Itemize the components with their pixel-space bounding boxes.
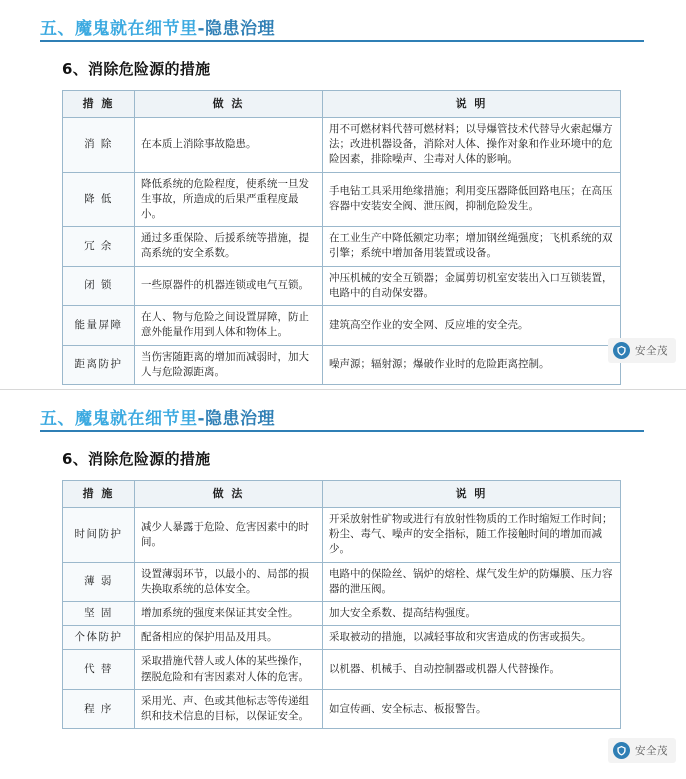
cell-description: 冲压机械的安全互锁器；金属剪切机室安装出入口互锁装置，电路中的自动保安器。: [323, 266, 621, 305]
measures-table-1: [62, 90, 621, 385]
cell-method: 减少人暴露于危险、危害因素中的时间。: [135, 507, 323, 562]
cell-measure: 代 替: [63, 650, 135, 689]
table-row: [63, 172, 621, 227]
cell-method: 在本质上消除事故隐患。: [135, 117, 323, 172]
slide-1: [0, 0, 686, 389]
cell-description: 电路中的保险丝、锅炉的熔栓、煤气发生炉的防爆膜、压力容器的泄压阀。: [323, 562, 621, 601]
cell-description: 用不可燃材料代替可燃材料；以导爆管技术代替导火索起爆方法；改进机器设备，消除对人体、操作对象和作业环境中的危险因素，排除噪声、尘毒对人体的影响。: [323, 117, 621, 172]
cell-description: 在工业生产中降低额定功率；增加钢丝绳强度；飞机系统的双引擎；系统中增加备用装置或设备。: [323, 227, 621, 266]
cell-measure: 降 低: [63, 172, 135, 227]
table-row: [63, 650, 621, 689]
cell-measure: 消 除: [63, 117, 135, 172]
section-subtitle: 6、消除危险源的措施: [62, 60, 211, 78]
title-underline: [40, 40, 644, 42]
column-header-method: 做 法: [135, 91, 323, 118]
cell-description: 以机器、机械手、自动控制器或机器人代替操作。: [323, 650, 621, 689]
cell-measure: 能量屏障: [63, 306, 135, 345]
column-header-description: 说 明: [323, 91, 621, 118]
account-badge-label: 安全茂: [635, 345, 668, 357]
page-title: [40, 404, 275, 429]
table-header-row: [63, 481, 621, 508]
cell-method: 采取措施代替人或人体的某些操作，摆脱危险和有害因素对人体的危害。: [135, 650, 323, 689]
cell-description: 加大安全系数、提高结构强度。: [323, 602, 621, 626]
cell-description: 如宣传画、安全标志、板报警告。: [323, 689, 621, 728]
column-header-description: 说 明: [323, 481, 621, 508]
cell-method: 设置薄弱环节，以最小的、局部的损失换取系统的总体安全。: [135, 562, 323, 601]
table-row: [63, 227, 621, 266]
page-title-main: 五、魔鬼就在细节里: [40, 409, 198, 429]
cell-method: 一些原器件的机器连锁或电气互锁。: [135, 266, 323, 305]
table-row: [63, 345, 621, 384]
account-badge-label: 安全茂: [635, 745, 668, 757]
table-row: [63, 117, 621, 172]
cell-description: 采取被动的措施，以减轻事故和灾害造成的伤害或损失。: [323, 626, 621, 650]
table-row: [63, 306, 621, 345]
page-title-main: 五、魔鬼就在细节里: [40, 19, 198, 39]
cell-method: 增加系统的强度来保证其安全性。: [135, 602, 323, 626]
cell-measure: 薄 弱: [63, 562, 135, 601]
shield-icon: [613, 342, 630, 359]
cell-method: 降低系统的危险程度，使系统一旦发生事故，所造成的后果严重程度最小。: [135, 172, 323, 227]
page-title-sub: -隐患治理: [197, 409, 276, 429]
table-row: [63, 689, 621, 728]
cell-method: 当伤害随距离的增加而减弱时，加大人与危险源距离。: [135, 345, 323, 384]
cell-description: 开采放射性矿物或进行有放射性物质的工作时缩短工作时间；粉尘、毒气、噪声的安全指标，随工作接触时间的增加而减少。: [323, 507, 621, 562]
table-header-row: [63, 91, 621, 118]
cell-measure: 坚 固: [63, 602, 135, 626]
column-header-measure: 措 施: [63, 481, 135, 508]
cell-description: 噪声源；辐射源；爆破作业时的危险距离控制。: [323, 345, 621, 384]
page-title: [40, 14, 275, 39]
cell-measure: 冗 余: [63, 227, 135, 266]
table-row: [63, 626, 621, 650]
cell-description: 建筑高空作业的安全网、反应堆的安全壳。: [323, 306, 621, 345]
table-row: [63, 266, 621, 305]
column-header-measure: 措 施: [63, 91, 135, 118]
account-badge[interactable]: [608, 738, 676, 763]
table-row: [63, 602, 621, 626]
cell-measure: 个体防护: [63, 626, 135, 650]
account-badge[interactable]: [608, 338, 676, 363]
section-subtitle: 6、消除危险源的措施: [62, 450, 211, 468]
column-header-method: 做 法: [135, 481, 323, 508]
cell-description: 手电钻工具采用绝缘措施；利用变压器降低回路电压；在高压容器中安装安全阀、泄压阀，抑制危险发生。: [323, 172, 621, 227]
cell-measure: 时间防护: [63, 507, 135, 562]
shield-icon: [613, 742, 630, 759]
measures-table-2: [62, 480, 621, 729]
cell-measure: 闭 锁: [63, 266, 135, 305]
cell-method: 采用光、声、色或其他标志等传递组织和技术信息的目标，以保证安全。: [135, 689, 323, 728]
cell-measure: 程 序: [63, 689, 135, 728]
cell-method: 通过多重保险、后援系统等措施，提高系统的安全系数。: [135, 227, 323, 266]
cell-measure: 距离防护: [63, 345, 135, 384]
table-row: [63, 507, 621, 562]
page-title-sub: -隐患治理: [197, 19, 276, 39]
cell-method: 在人、物与危险之间设置屏障，防止意外能量作用到人体和物体上。: [135, 306, 323, 345]
slide-2: [0, 390, 686, 779]
table-row: [63, 562, 621, 601]
title-underline: [40, 430, 644, 432]
cell-method: 配备相应的保护用品及用具。: [135, 626, 323, 650]
